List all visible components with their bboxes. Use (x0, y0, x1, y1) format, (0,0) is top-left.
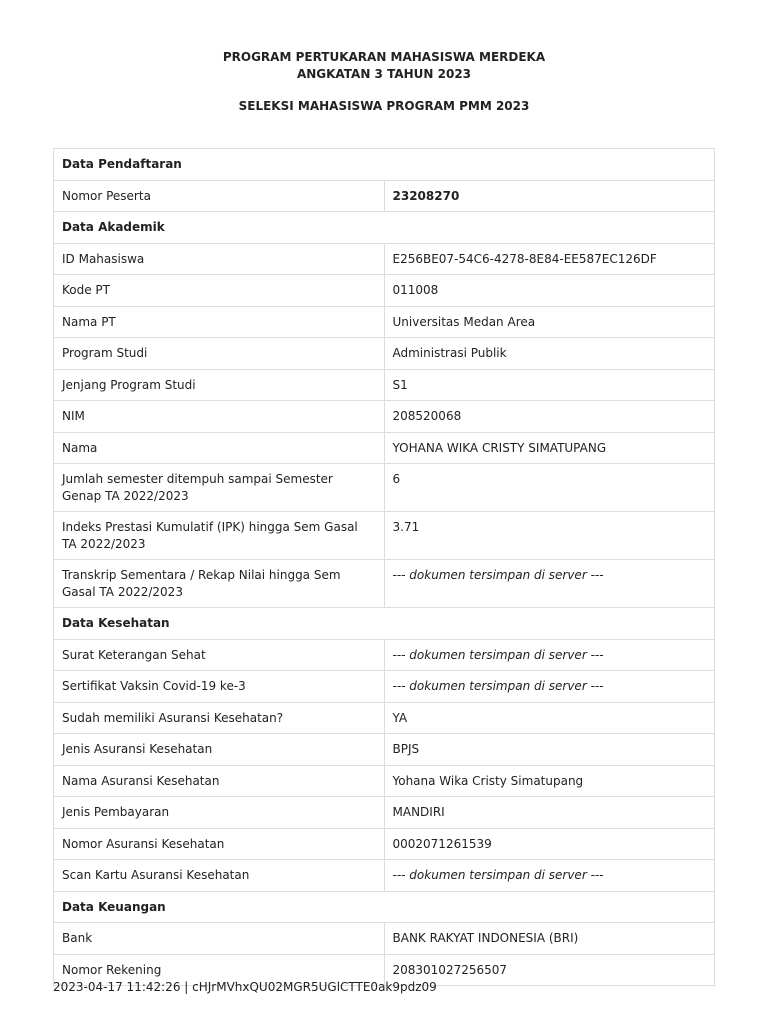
table-row (54, 765, 715, 797)
field-value-punya-asuransi: YA (384, 702, 715, 734)
field-label-jenis-asuransi: Jenis Asuransi Kesehatan (54, 734, 385, 766)
field-value-vaksin: --- dokumen tersimpan di server --- (384, 671, 715, 703)
field-label-jumlah-semester: Jumlah semester ditempuh sampai Semester Genap TA 2022/2023 (54, 464, 385, 512)
table-row (54, 369, 715, 401)
field-value-ipk: 3.71 (384, 512, 715, 560)
table-row (54, 464, 715, 512)
field-label-nomor-asuransi: Nomor Asuransi Kesehatan (54, 828, 385, 860)
field-value-nim: 208520068 (384, 401, 715, 433)
field-label-ipk: Indeks Prestasi Kumulatif (IPK) hingga Sem Gasal TA 2022/2023 (54, 512, 385, 560)
field-value-nomor-rekening: 208301027256507 (384, 954, 715, 986)
table-row (54, 860, 715, 892)
field-label-nomor-peserta: Nomor Peserta (54, 180, 385, 212)
field-value-nomor-asuransi: 0002071261539 (384, 828, 715, 860)
field-value-nama-asuransi: Yohana Wika Cristy Simatupang (384, 765, 715, 797)
field-value-id-mahasiswa: E256BE07-54C6-4278-8E84-EE587EC126DF (384, 243, 715, 275)
table-row (54, 639, 715, 671)
table-row (54, 828, 715, 860)
field-label-kode-pt: Kode PT (54, 275, 385, 307)
field-label-surat-sehat: Surat Keterangan Sehat (54, 639, 385, 671)
print-timestamp-footer: 2023-04-17 11:42:26 | cHJrMVhxQU02MGR5UGlCTTE0ak9pdz09 (53, 980, 437, 994)
table-row (54, 432, 715, 464)
field-label-scan-kartu: Scan Kartu Asuransi Kesehatan (54, 860, 385, 892)
section-title-pendaftaran: Data Pendaftaran (54, 149, 715, 181)
field-label-nim: NIM (54, 401, 385, 433)
table-row (54, 923, 715, 955)
table-row (54, 512, 715, 560)
table-row (54, 734, 715, 766)
section-row-pendaftaran (54, 149, 715, 181)
field-label-nama-pt: Nama PT (54, 306, 385, 338)
field-label-vaksin: Sertifikat Vaksin Covid-19 ke-3 (54, 671, 385, 703)
field-value-program-studi: Administrasi Publik (384, 338, 715, 370)
field-label-jenis-pembayaran: Jenis Pembayaran (54, 797, 385, 829)
field-value-jenjang: S1 (384, 369, 715, 401)
table-row (54, 180, 715, 212)
table-row (54, 702, 715, 734)
field-value-nomor-peserta: 23208270 (384, 180, 715, 212)
table-row (54, 275, 715, 307)
section-row-kesehatan (54, 608, 715, 640)
section-row-akademik (54, 212, 715, 244)
table-row (54, 560, 715, 608)
section-title-akademik: Data Akademik (54, 212, 715, 244)
registration-data-table (53, 148, 715, 986)
table-row (54, 338, 715, 370)
field-value-nama-pt: Universitas Medan Area (384, 306, 715, 338)
table-row (54, 243, 715, 275)
section-title-kesehatan: Data Kesehatan (54, 608, 715, 640)
field-label-nama-asuransi: Nama Asuransi Kesehatan (54, 765, 385, 797)
field-value-jenis-asuransi: BPJS (384, 734, 715, 766)
field-value-nama: YOHANA WIKA CRISTY SIMATUPANG (384, 432, 715, 464)
field-label-nomor-rekening: Nomor Rekening (54, 954, 385, 986)
cohort-title: ANGKATAN 3 TAHUN 2023 (296, 67, 472, 81)
field-label-punya-asuransi: Sudah memiliki Asuransi Kesehatan? (54, 702, 385, 734)
field-value-bank: BANK RAKYAT INDONESIA (BRI) (384, 923, 715, 955)
field-value-surat-sehat: --- dokumen tersimpan di server --- (384, 639, 715, 671)
table-row (54, 797, 715, 829)
field-label-jenjang: Jenjang Program Studi (54, 369, 385, 401)
field-value-kode-pt: 011008 (384, 275, 715, 307)
field-value-transkrip: --- dokumen tersimpan di server --- (384, 560, 715, 608)
field-value-jenis-pembayaran: MANDIRI (384, 797, 715, 829)
table-row (54, 671, 715, 703)
field-value-jumlah-semester: 6 (384, 464, 715, 512)
table-row (54, 401, 715, 433)
field-value-scan-kartu: --- dokumen tersimpan di server --- (384, 860, 715, 892)
section-title-keuangan: Data Keuangan (54, 891, 715, 923)
field-label-program-studi: Program Studi (54, 338, 385, 370)
field-label-transkrip: Transkrip Sementara / Rekap Nilai hingga Sem Gasal TA 2022/2023 (54, 560, 385, 608)
document-header (0, 49, 768, 115)
selection-title: SELEKSI MAHASISWA PROGRAM PMM 2023 (238, 99, 530, 113)
field-label-nama: Nama (54, 432, 385, 464)
field-label-bank: Bank (54, 923, 385, 955)
program-title: PROGRAM PERTUKARAN MAHASISWA MERDEKA (222, 50, 546, 64)
field-label-id-mahasiswa: ID Mahasiswa (54, 243, 385, 275)
section-row-keuangan (54, 891, 715, 923)
table-row (54, 306, 715, 338)
